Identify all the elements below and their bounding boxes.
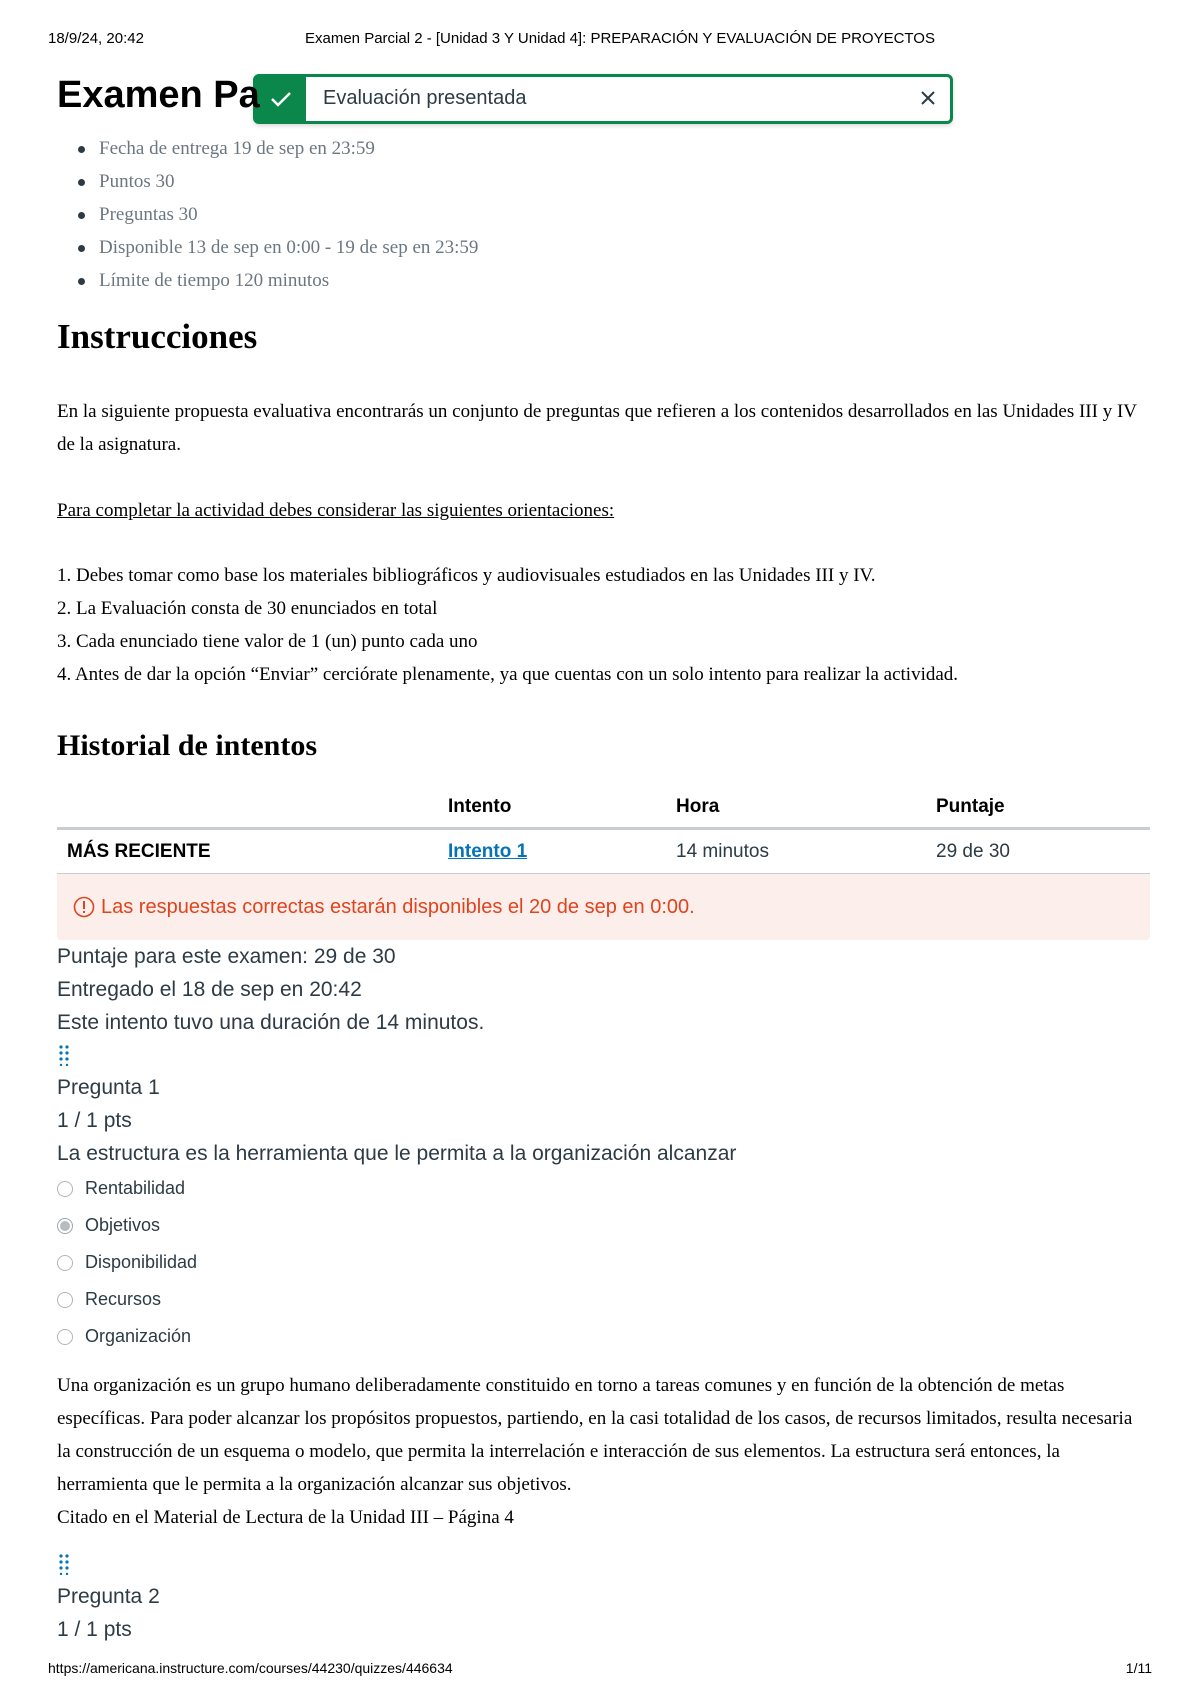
instruction-item: 3. Cada enunciado tiene valor de 1 (un) punto cada uno: [57, 631, 478, 652]
instruction-item: 4. Antes de dar la opción “Enviar” cerciórate plenamente, ya que cuentas con un solo intento para realizar la actividad.: [57, 664, 959, 685]
answer-citation: Citado en el Material de Lectura de la Unidad III – Página 4: [57, 1507, 514, 1528]
answers-alert: [57, 874, 1150, 940]
radio-button-selected[interactable]: [57, 1218, 73, 1234]
question-title: Pregunta 1: [57, 1076, 160, 1099]
answer-label: Rentabilidad: [85, 1178, 186, 1198]
question-title: Pregunta 2: [57, 1585, 160, 1608]
print-document-title: Examen Parcial 2 - [Unidad 3 Y Unidad 4]: PREPARACIÓN Y EVALUACIÓN DE PROYECTOS: [305, 30, 935, 47]
answer-label: Disponibilidad: [85, 1252, 198, 1272]
answer-label: Organización: [85, 1326, 192, 1346]
print-page-number: 1/11: [1125, 1660, 1152, 1676]
print-header: [48, 30, 1152, 50]
attempt-time: 14 minutos: [666, 829, 926, 874]
detail-available: Disponible 13 de sep en 0:00 - 19 de sep en 23:59: [57, 231, 1150, 264]
page-title: Examen Pa: [57, 74, 260, 116]
table-header-row: [57, 787, 1150, 829]
instructions-list: [57, 559, 1150, 691]
drag-handle-icon[interactable]: [57, 1548, 1150, 1580]
column-header-score: Puntaje: [926, 787, 1150, 829]
history-heading: Historial de intentos: [57, 729, 317, 762]
warning-icon: [73, 896, 95, 918]
print-url: https://americana.instructure.com/courses/44230/quizzes/446634: [48, 1660, 453, 1676]
instruction-item: 2. La Evaluación consta de 30 enunciados en total: [57, 598, 438, 619]
answer-option[interactable]: [57, 1281, 1150, 1318]
alert-text: Las respuestas correctas estarán disponibles el 20 de sep en 0:00.: [101, 895, 695, 918]
column-header-attempt: Intento: [438, 787, 666, 829]
detail-points: Puntos 30: [57, 165, 1150, 198]
print-datetime: 18/9/24, 20:42: [48, 30, 144, 47]
toast-message: Evaluación presentada: [323, 87, 527, 109]
answer-label: Recursos: [85, 1289, 162, 1309]
answer-list: [57, 1170, 1150, 1355]
print-footer: [48, 1660, 1152, 1680]
summary-score: Puntaje para este examen: 29 de 30: [57, 945, 396, 968]
question-prompt: La estructura es la herramienta que le permita a la organización alcanzar: [57, 1142, 737, 1165]
instruction-item: 1. Debes tomar como base los materiales bibliográficos y audiovisuales estudiados en las Unidades III y IV.: [57, 565, 876, 586]
column-header: [57, 787, 438, 829]
summary-duration: Este intento tuvo una duración de 14 minutos.: [57, 1011, 485, 1034]
attempts-table: [57, 787, 1150, 874]
attempt-score: 29 de 30: [926, 829, 1150, 874]
instructions-orientation-title: Para completar la actividad debes considerar las siguientes orientaciones:: [57, 500, 615, 521]
attempt-link[interactable]: Intento 1: [448, 840, 528, 862]
summary-submitted: Entregado el 18 de sep en 20:42: [57, 978, 362, 1001]
detail-due-date: Fecha de entrega 19 de sep en 23:59: [57, 132, 1150, 165]
answer-option[interactable]: [57, 1318, 1150, 1355]
answer-label: Objetivos: [85, 1215, 161, 1235]
main-content: [57, 68, 1150, 1646]
radio-button[interactable]: [57, 1329, 73, 1345]
radio-button[interactable]: [57, 1292, 73, 1308]
quiz-details: [57, 132, 1150, 297]
column-header-time: Hora: [666, 787, 926, 829]
question-points: 1 / 1 pts: [57, 1618, 132, 1641]
radio-button[interactable]: [57, 1255, 73, 1271]
answer-option[interactable]: [57, 1170, 1150, 1207]
answer-option-selected[interactable]: [57, 1207, 1150, 1244]
attempt-label: MÁS RECIENTE: [57, 829, 438, 874]
detail-questions: Preguntas 30: [57, 198, 1150, 231]
question-points: 1 / 1 pts: [57, 1109, 132, 1132]
detail-time-limit: Límite de tiempo 120 minutos: [57, 264, 1150, 297]
radio-button[interactable]: [57, 1181, 73, 1197]
table-row: [57, 829, 1150, 874]
instructions-intro: En la siguiente propuesta evaluativa encontrarás un conjunto de preguntas que refieren a los contenidos desarrollados en las Unidades III y IV de la asignatura.: [57, 401, 1137, 455]
instructions-heading: Instrucciones: [57, 317, 258, 356]
answer-option[interactable]: [57, 1244, 1150, 1281]
answer-explanation: Una organización es un grupo humano deliberadamente constituido en torno a tareas comunes y en función de la obtención de metas específicas. Para poder alcanzar los propósitos propuestos, partiendo, en la casi totalidad de los casos, de recursos limitados, resulta necesaria la construcción de un esquema o modelo, que permita la interrelación e interacción de sus elementos. La estructura será entonces, la herramienta que le permita a la organización alcanzar sus objetivos.: [57, 1375, 1133, 1495]
drag-handle-icon[interactable]: [57, 1039, 1150, 1071]
